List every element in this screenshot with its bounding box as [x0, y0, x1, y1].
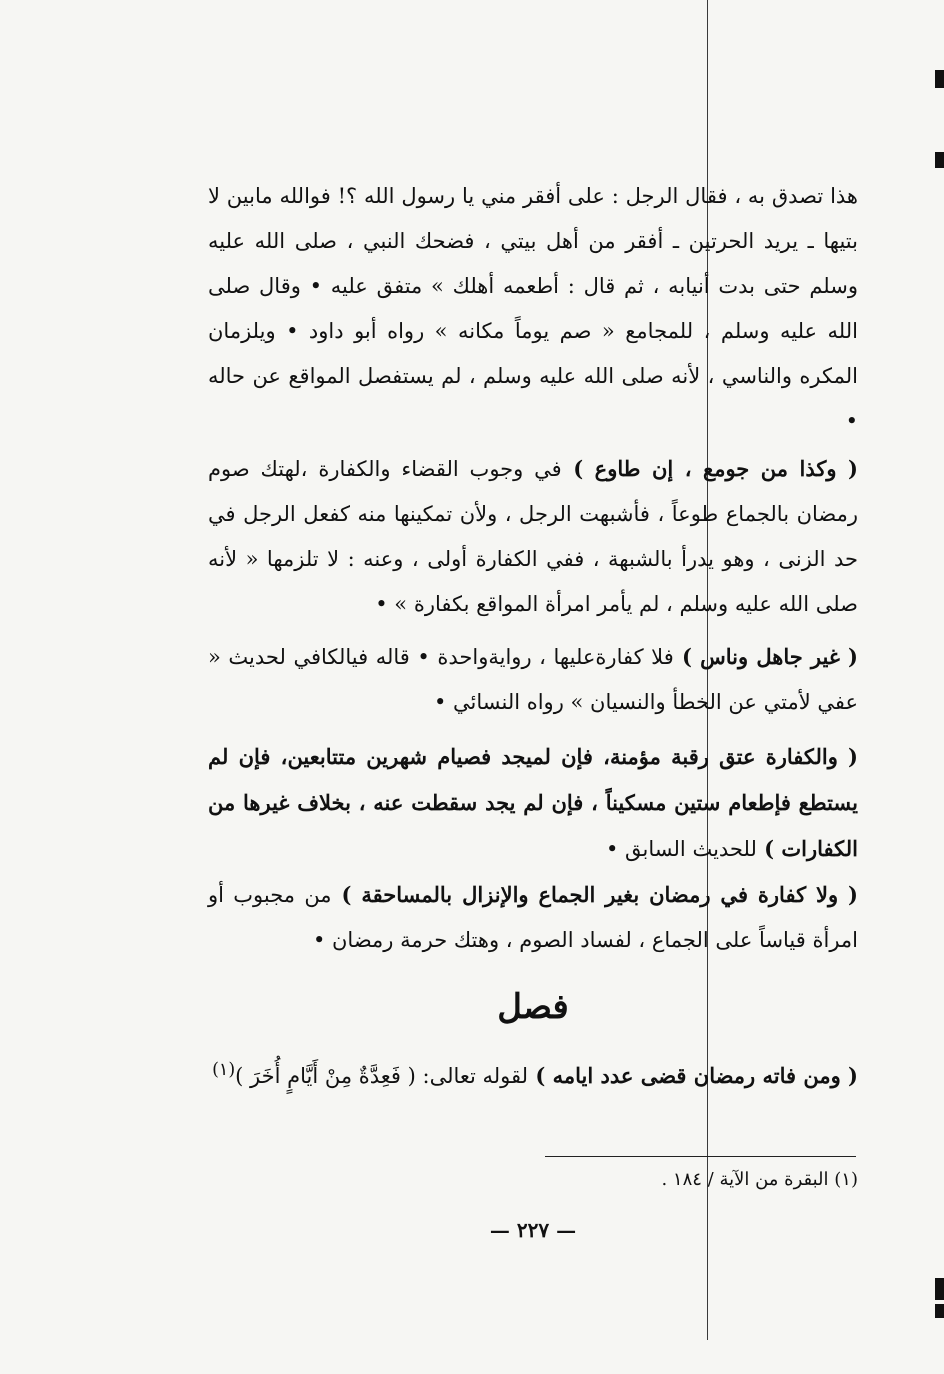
matn-text: ( ومن فاته رمضان قضى عدد ايامه ) [528, 1063, 858, 1088]
section-heading: فصل [497, 987, 569, 1027]
matn-text: ( غير جاهل وناس ) [673, 644, 858, 669]
paragraph-text: هذا تصدق به ، فقال الرجل : على أفقر مني يا رسول الله ؟! فوالله مابين لا بتيها ـ يريد الحرتين ـ أفقر من أهل بيتي ، فضحك النبي ، صلى الله عليه وسلم حتى بدت أنيابه ، ثم قال : أطعمه أهلك » متفق عليه • وقال صلى الله عليه وسلم ، للمجامع « صم يوماً مكانه » رواه أبو داود • ويلزمان المكره والناسي ، لأنه صلى الله عليه وسلم ، لم يستفصل المواقع عن حاله • [208, 184, 858, 433]
commentary-text: للحديث السابق • [605, 837, 757, 861]
footnote-divider [545, 1156, 856, 1157]
paragraph-ignorant-forgetful [208, 634, 858, 725]
paragraph-makeup-fasting [208, 1048, 858, 1099]
page-number: — ٢٢٧ — [489, 1218, 577, 1242]
quran-quote: لقوله تعالى: ( فَعِدَّةٌ مِنْ أَيَّامٍ أُخَرَ ) [235, 1064, 529, 1088]
paragraph-hadith-continuation [208, 174, 858, 444]
edge-mark-middle [935, 152, 944, 168]
footnote-marker: (١) [212, 1060, 236, 1080]
paragraph-coerced-wife [208, 446, 858, 627]
edge-mark-bottom [935, 1304, 944, 1318]
commentary-text: فلا كفارةعليها ، روايةواحدة • قاله فيالكافي لحديث « عفي لأمتي عن الخطأ والنسيان » رواه النسائي • [208, 645, 858, 714]
paragraph-expiation [208, 734, 858, 872]
matn-text: ( وكذا من جومع ، إن طاوع ) [561, 456, 858, 481]
edge-mark-lower [935, 1278, 944, 1300]
commentary-text: من مجبوب أو امرأة قياساً على الجماع ، لفساد الصوم ، وهتك حرمة رمضان • [208, 883, 858, 952]
matn-text: ( والكفارة عتق رقبة مؤمنة، فإن لميجد فصيام شهرين متتابعين، فإن لم يستطع فإطعام ستين مسكيناً ، فإن لم يجد سقطت عنه ، بخلاف غيرها من الكفارات ) [208, 744, 858, 861]
footnote: (١) البقرة من الآية / ١٨٤ . [661, 1169, 858, 1190]
paragraph-no-expiation [208, 872, 858, 963]
matn-text: ( ولا كفارة في رمضان بغير الجماع والإنزال بالمساحقة ) [331, 882, 858, 907]
commentary-text: في وجوب القضاء والكفارة ،لهتك صوم رمضان بالجماع طوعاً ، فأشبهت الرجل ، ولأن تمكينها منه كفعل الرجل في حد الزنى ، وهو يدرأ بالشبهة ، ففي الكفارة أولى ، وعنه : لا تلزمها « لأنه صلى الله عليه وسلم ، لم يأمر امرأة المواقع بكفارة » • [208, 457, 858, 616]
edge-mark-top [935, 70, 944, 88]
